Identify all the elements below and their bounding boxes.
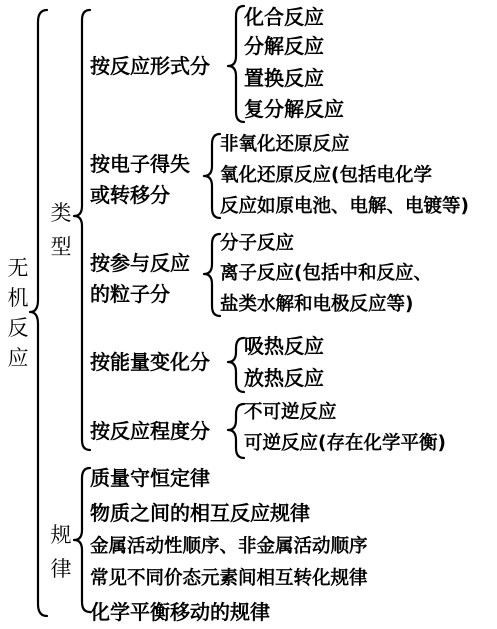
law-item: 金属活动性顺序、非金属活动顺序: [90, 536, 368, 557]
group3-criterion: 的粒子分: [90, 282, 170, 306]
group5-criterion: 按反应程度分: [90, 419, 210, 443]
group4-brace: [228, 338, 244, 392]
root-char: 应: [7, 346, 29, 370]
group3-item: 盐类水解和电极反应等): [220, 294, 414, 315]
group2-brace: [204, 134, 220, 218]
group4-criterion: 按能量变化分: [90, 350, 210, 374]
group5-item: 不可逆反应: [244, 402, 337, 423]
group2-criterion: 按电子得失: [90, 152, 190, 176]
group3-criterion: 按参与反应: [90, 251, 190, 275]
types-label: [49, 197, 73, 265]
root-char: 无: [7, 256, 29, 280]
group1-item: 置换反应: [244, 66, 324, 90]
group5-brace: [228, 404, 244, 458]
group1-criterion: 按反应形式分: [90, 54, 210, 78]
laws-label-char: 规: [50, 523, 72, 547]
law-item: 质量守恒定律: [90, 466, 210, 490]
root-char: 机: [7, 286, 29, 310]
group3-item: 离子反应(包括中和反应、: [220, 263, 432, 284]
group2-item: 非氧化还原反应: [220, 134, 350, 155]
types-brace: [74, 10, 90, 450]
group1-item: 复分解反应: [244, 97, 344, 121]
group1-item: 化合反应: [244, 5, 324, 29]
group2-item: 反应如原电池、电解、电镀等): [220, 196, 469, 217]
laws-label-char: 律: [50, 557, 72, 581]
group4-item: 吸热反应: [244, 334, 324, 358]
root-char: 反: [7, 316, 29, 340]
types-label-char: 类: [50, 201, 72, 225]
group2-item: 氧化还原反应(包括电化学: [220, 165, 432, 186]
root-label: [6, 252, 30, 372]
law-item: 常见不同价态元素间相互转化规律: [90, 568, 368, 589]
law-item: 物质之间的相互反应规律: [90, 501, 310, 525]
group3-brace: [204, 234, 220, 316]
group1-brace: [228, 6, 244, 122]
group4-item: 放热反应: [244, 366, 324, 390]
law-item: 化学平衡移动的规律: [90, 600, 270, 624]
group3-item: 分子反应: [220, 233, 295, 254]
group1-item: 分解反应: [244, 34, 324, 58]
types-label-char: 型: [50, 235, 72, 259]
root-brace: [30, 10, 47, 616]
group2-criterion: 或转移分: [90, 183, 170, 207]
laws-label: [49, 519, 73, 587]
group5-item: 可逆反应(存在化学平衡): [244, 433, 446, 454]
laws-brace: [74, 468, 90, 612]
